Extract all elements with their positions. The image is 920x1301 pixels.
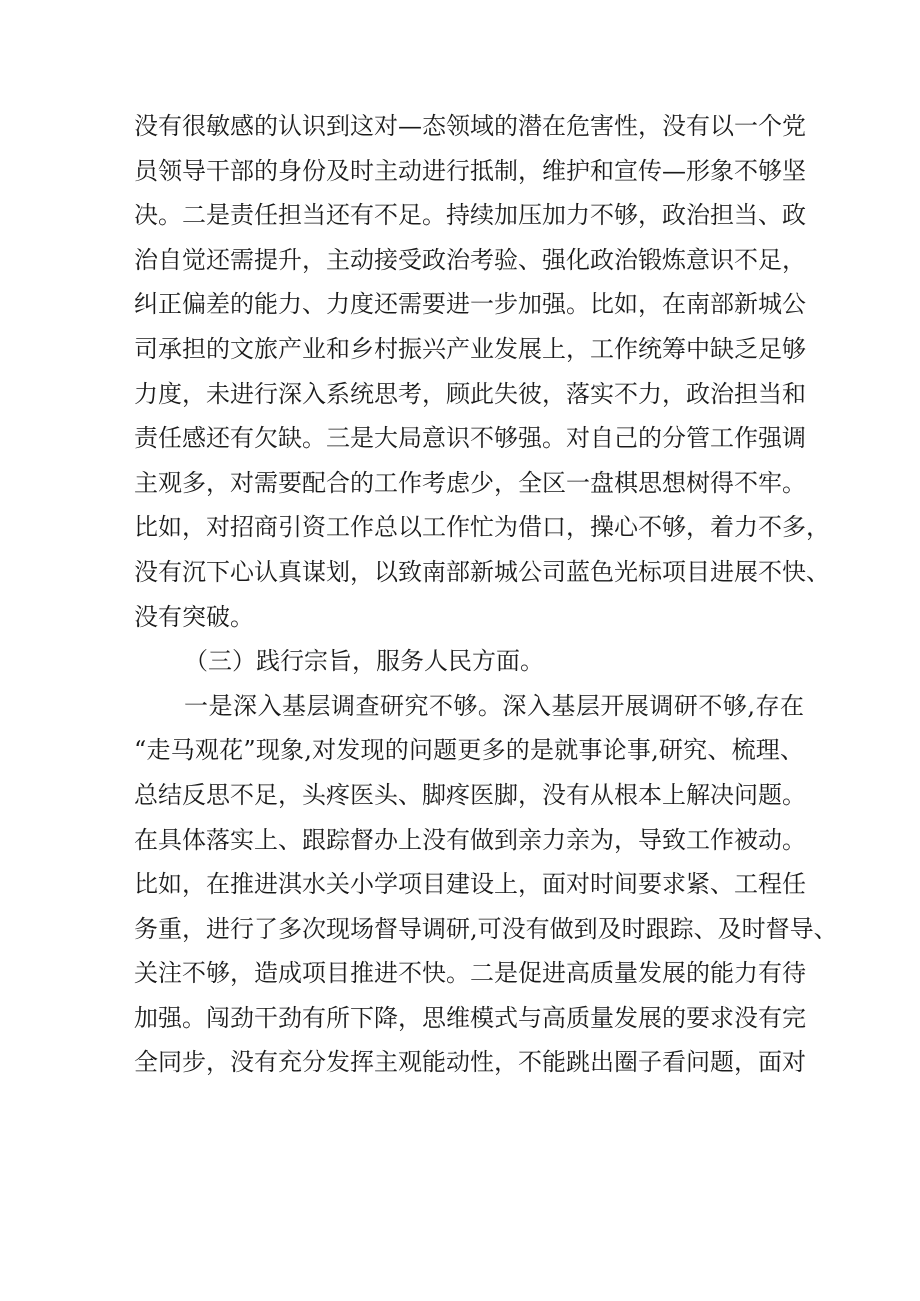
text-line: 比如，在推进淇水关小学项目建设上，面对时间要求紧、工程任 (134, 870, 806, 899)
text-line: 决。二是责任担当还有不足。持续加压加力不够，政治担当、政 (134, 201, 806, 230)
text-line: 没有很敏感的认识到这对—态领域的潜在危害性，没有以一个党 (134, 112, 806, 140)
text-line: 没有沉下心认真谋划，以致南部新城公司蓝色光标项目进展不快、 (134, 557, 830, 586)
text-line: 力度，未进行深入系统思考，顾此失彼，落实不力，政治担当和 (134, 379, 806, 408)
text-line: 责任感还有欠缺。三是大局意识不够强。对自己的分管工作强调 (134, 424, 806, 453)
text-line: 治自觉还需提升，主动接受政治考验、强化政治锻炼意识不足， (134, 245, 806, 274)
text-line: 关注不够，造成项目推进不快。二是促进高质量发展的能力有待 (134, 959, 806, 988)
text-line: 全同步，没有充分发挥主观能动性，不能跳出圈子看问题，面对 (134, 1048, 806, 1077)
section-heading: （三）践行宗旨，服务人民方面。 (184, 647, 544, 676)
text-line: 一是深入基层调查研究不够。深入基层开展调研不够,存在 (184, 691, 804, 720)
text-line: “走马观花”现象,对发现的问题更多的是就事论事,研究、梳理、 (134, 736, 804, 765)
text-line: 在具体落实上、跟踪督办上没有做到亲力亲为，导致工作被动。 (134, 825, 806, 854)
text-line: 纠正偏差的能力、力度还需要进一步加强。比如，在南部新城公 (134, 290, 806, 319)
text-line: 务重，进行了多次现场督导调研,可没有做到及时跟踪、及时督导、 (134, 914, 838, 943)
text-line: 司承担的文旅产业和乡村振兴产业发展上，工作统筹中缺乏足够 (134, 334, 806, 363)
text-line: 主观多，对需要配合的工作考虑少，全区一盘棋思想树得不牢。 (134, 468, 806, 497)
text-line: 员领导干部的身份及时主动进行抵制，维护和宣传—形象不够坚 (134, 156, 806, 185)
text-line: 比如，对招商引资工作总以工作忙为借口，操心不够，着力不多， (134, 513, 830, 542)
body-text (134, 104, 838, 1085)
text-line: 加强。闯劲干劲有所下降，思维模式与高质量发展的要求没有完 (134, 1003, 806, 1032)
text-line: 没有突破。 (134, 602, 254, 631)
text-line: 总结反思不足，头疼医头、脚疼医脚，没有从根本上解决问题。 (134, 780, 806, 809)
